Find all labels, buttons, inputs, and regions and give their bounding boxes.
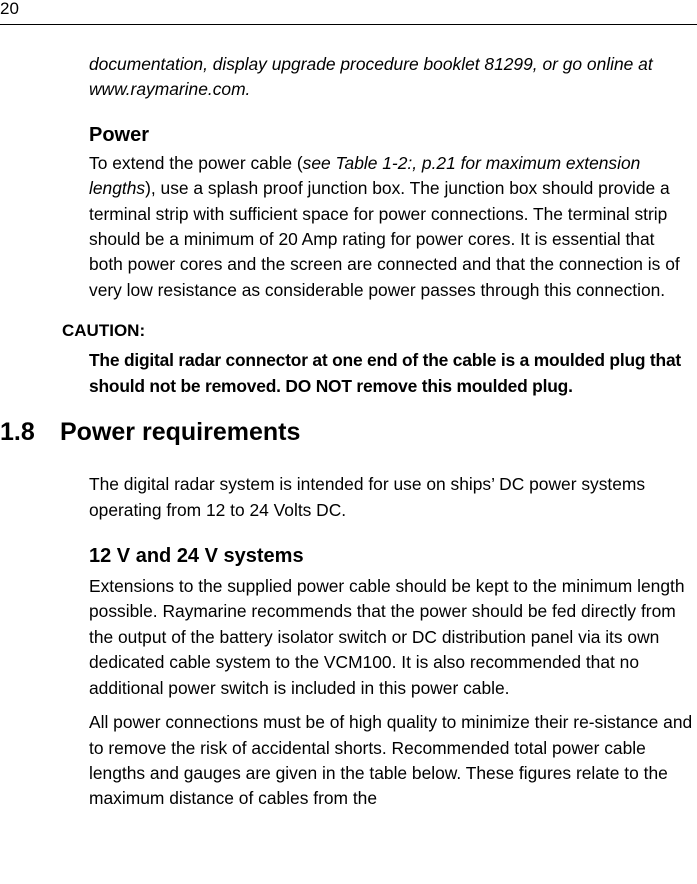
- header-rule: [0, 24, 697, 25]
- power-paragraph: [89, 151, 693, 303]
- systems-paragraph-2: All power connections must be of high quality to minimize their re-sistance and to remove the risk of accidental shorts. Recommended total power cable lengths and gauges are given in the table below. These figures relate to the maximum distance of cables from the: [89, 712, 693, 809]
- power-requirements-paragraph: The digital radar system is intended for use on ships’ DC power systems operating from 12 to 24 Volts DC.: [89, 474, 646, 520]
- power-table-reference: see Table 1-2:, p.21 for maximum extension lengths: [89, 152, 641, 199]
- caution-label: CAUTION:: [62, 321, 146, 341]
- page-number: 20: [0, 0, 19, 18]
- power-text-before: To extend the power cable (: [89, 152, 303, 173]
- power-text-after: ), use a splash proof junction box. The junction box should provide a terminal strip with sufficient space for power connections. The terminal strip should be a minimum of 20 Amp rating for power cores. It is essential that both power cores and the screen are connected and that the connection is of very low resistance as considerable power passes through this connection.: [89, 178, 680, 300]
- section-title: Power requirements: [60, 418, 301, 447]
- power-heading: Power: [89, 123, 150, 146]
- section-heading: [0, 417, 604, 447]
- caution-text: The digital radar connector at one end of the cable is a moulded plug that should not be removed. DO NOT remove this moulded plug.: [89, 350, 682, 397]
- intro-paragraph: documentation, display upgrade procedure booklet 81299, or go online at www.raymarine.com.: [89, 54, 653, 100]
- systems-heading: 12 V and 24 V systems: [89, 545, 304, 568]
- section-number: 1.8: [0, 418, 35, 447]
- systems-paragraph-1: Extensions to the supplied power cable should be kept to the minimum length possible. Raymarine recommends that the power should be fed directly from the output of the battery isolator switch or DC distribution panel via its own dedicated cable system to the VCM100. It is also recommended that no additional power switch is included in this power cable.: [89, 576, 685, 698]
- page-content: [0, 52, 693, 812]
